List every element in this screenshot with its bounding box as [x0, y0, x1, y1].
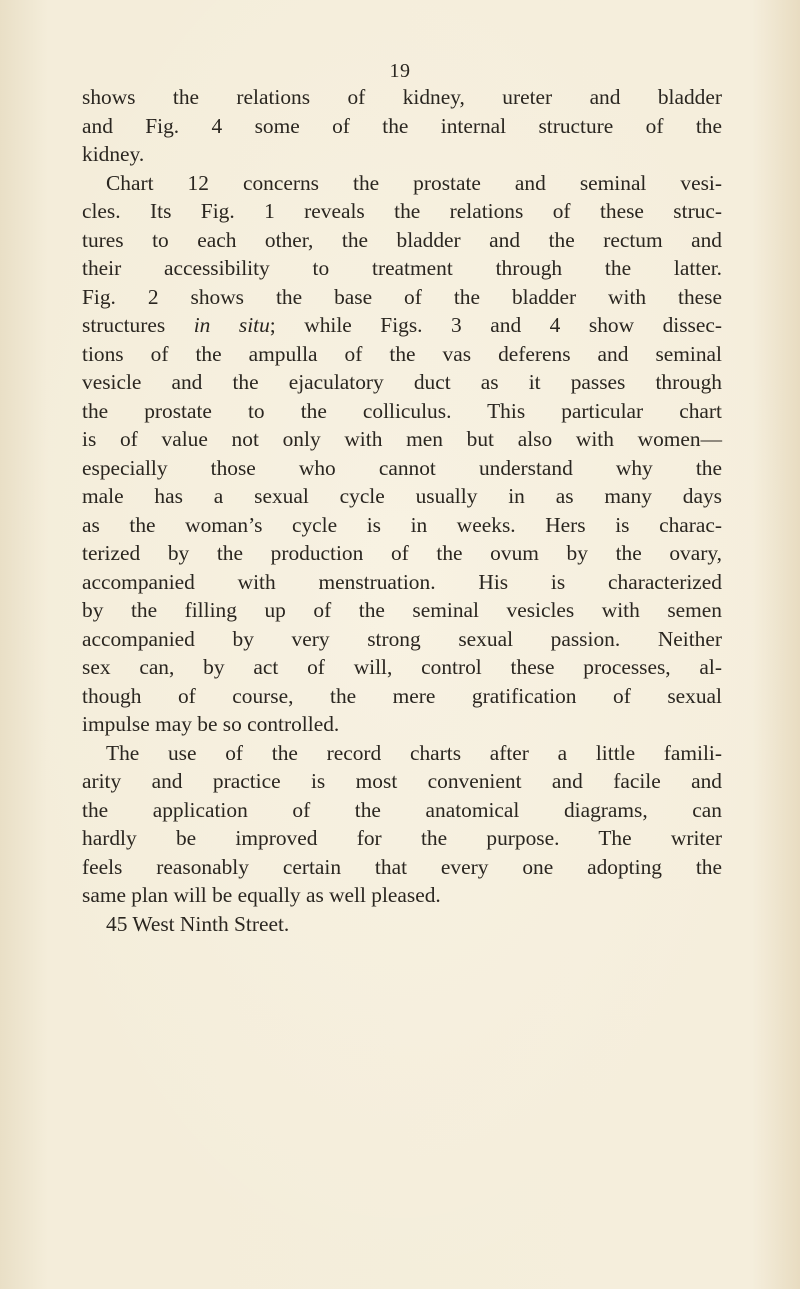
- text-line: vesicle and the ejaculatory duct as it passes through: [82, 370, 722, 394]
- text-line: feels reasonably certain that every one adopting the: [82, 854, 722, 879]
- text-line: as the woman’s cycle is in weeks. Hers is charac-: [82, 512, 722, 537]
- text-line: arity and practice is most convenient and facile and: [82, 769, 722, 793]
- text-line: kidney.: [82, 142, 145, 166]
- italic-phrase: in situ: [193, 313, 270, 337]
- text-segment: structures: [82, 313, 166, 337]
- text-line: by the filling up of the seminal vesicles with semen: [82, 598, 722, 622]
- text-line: sex can, by act of will, control these processes, al-: [82, 655, 722, 679]
- text-line: shows the relations of kidney, ureter and bladder: [82, 85, 722, 109]
- text-line: cles. Its Fig. 1 reveals the relations of these struc-: [82, 199, 722, 223]
- text-line: their accessibility to treatment through the latter.: [82, 256, 722, 280]
- text-line: though of course, the mere gratification of sexual: [82, 683, 722, 708]
- text-line: tures to each other, the bladder and the rectum and: [82, 227, 722, 252]
- text-line: Chart 12 concerns the prostate and seminal vesi-: [106, 170, 722, 195]
- text-line: especially those who cannot understand why the: [82, 455, 722, 480]
- text-line: is of value not only with men but also with women—: [82, 427, 722, 451]
- text-line: The use of the record charts after a little famili-: [106, 740, 722, 765]
- page-number: 19: [389, 60, 411, 82]
- text-line-with-italic: [82, 311, 722, 340]
- text-line: Fig. 2 shows the base of the bladder with these: [82, 284, 722, 309]
- text-line: same plan will be equally as well pleased.: [82, 883, 441, 907]
- text-line: impulse may be so controlled.: [82, 712, 340, 736]
- text-segment: ; while Figs. 3 and 4 show dissec-: [269, 313, 722, 337]
- body-text: [82, 83, 722, 938]
- text-line: hardly be improved for the purpose. The writer: [82, 826, 722, 850]
- address-signature: 45 West Ninth Street.: [106, 911, 290, 936]
- text-line: male has a sexual cycle usually in as many days: [82, 484, 722, 508]
- text-line: accompanied by very strong sexual passion. Neither: [82, 626, 722, 651]
- text-line: and Fig. 4 some of the internal structure of the: [82, 113, 722, 138]
- text-line: the application of the anatomical diagrams, can: [82, 797, 722, 822]
- text-line: the prostate to the colliculus. This particular chart: [82, 398, 722, 423]
- text-line: tions of the ampulla of the vas deferens and seminal: [82, 341, 722, 366]
- text-line: accompanied with menstruation. His is characterized: [82, 569, 722, 594]
- text-line: terized by the production of the ovum by the ovary,: [82, 541, 722, 565]
